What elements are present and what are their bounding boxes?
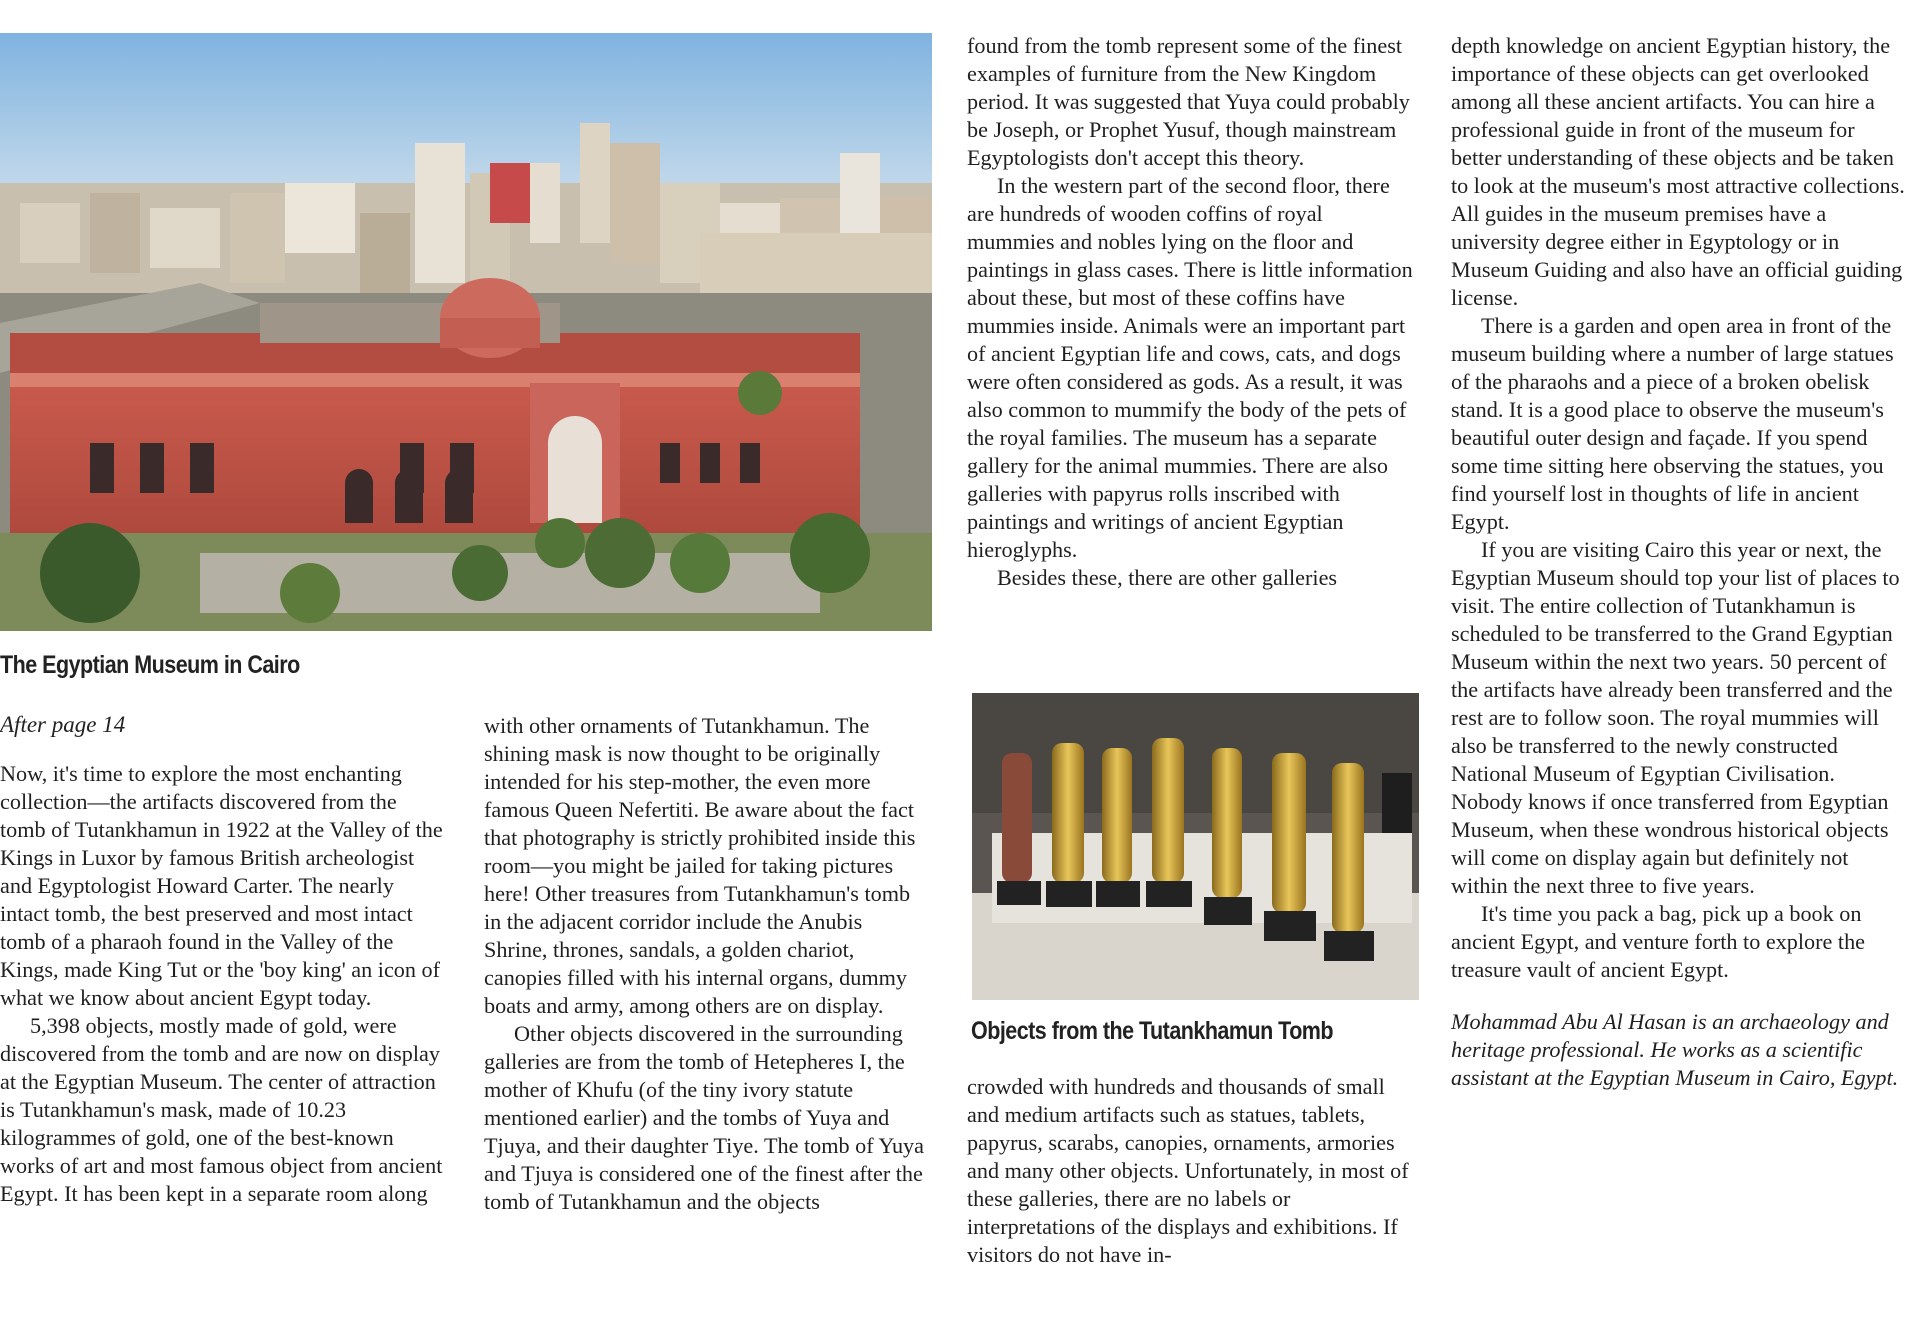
tutankhamun-objects-photo bbox=[972, 693, 1419, 1000]
museum-photo bbox=[0, 33, 932, 631]
paragraph: found from the tomb represent some of the finest examples of furniture from the New Kingdom period. It was suggested that Yuya could probably be Joseph, or Prophet Yusuf, though mainstream Egyptologists don't accept this theory. bbox=[967, 33, 1410, 170]
paragraph: In the western part of the second floor, there are hundreds of wooden coffins of royal mummies and nobles lying on the floor and paintings in glass cases. There is little information about these, but most of these coffins have mummies inside. Animals were an important part of ancient Egyptian life and cows, cats, and dogs were often considered as gods. As a result, it was also common to mummify the body of the pets of the royal families. The museum has a separate gallery for the animal mummies. There are also galleries with papyrus rolls inscribed with paintings and writings of ancient Egyptian hieroglyphs. bbox=[967, 173, 1413, 562]
article-column-3-bottom bbox=[967, 1073, 1415, 1269]
paragraph: Besides these, there are other galleries bbox=[997, 565, 1338, 590]
article-column-3-top bbox=[967, 32, 1415, 592]
paragraph: It's time you pack a bag, pick up a book on ancient Egypt, and venture forth to explore the treasure vault of ancient Egypt. bbox=[1451, 901, 1866, 982]
paragraph: depth knowledge on ancient Egyptian history, the importance of these objects can get overlooked among all these ancient artifacts. You can hire a professional guide in front of the museum for better understanding of these objects and be taken to look at the museum's most attractive collections. All guides in the museum premises have a university degree either in Egyptology or in Museum Guiding and also have an official guiding license. bbox=[1451, 33, 1905, 310]
paragraph: 5,398 objects, mostly made of gold, were discovered from the tomb and are now on display at the Egyptian Museum. The center of attraction is Tutankhamun's mask, made of 10.23 kilogrammes of gold, one of the best-known works of art and most famous object from ancient Egypt. It has been kept in a separate room along bbox=[0, 1013, 443, 1206]
paragraph: crowded with hundreds and thousands of small and medium artifacts such as statues, tablets, papyrus, scarabs, canopies, ornaments, armories and many other objects. Unfortunately, in most of these galleries, there are no labels or interpretations of the displays and exhibitions. If visitors do not have in- bbox=[967, 1074, 1409, 1267]
article-column-2 bbox=[484, 712, 930, 1216]
continued-from-label: After page 14 bbox=[0, 712, 126, 737]
paragraph: There is a garden and open area in front of the museum building where a number of large statues of the pharaohs and a piece of a broken obelisk stand. It is a good place to observe the museum's beautiful outer design and façade. If you spend some time sitting here observing the statues, you find yourself lost in thoughts of life in ancient Egypt. bbox=[1451, 313, 1894, 534]
tutankhamun-photo-caption: Objects from the Tutankhamun Tomb bbox=[971, 1017, 1334, 1045]
paragraph: Other objects discovered in the surrounding galleries are from the tomb of Hetepheres I, the mother of Khufu (of the tiny ivory statute mentioned earlier) and the tombs of Yuya and Tjuya, and their daughter Tiye. The tomb of Yuya and Tjuya is considered one of the finest after the tomb of Tutankhamun and the objects bbox=[484, 1021, 924, 1214]
article-column-1 bbox=[0, 760, 446, 1208]
paragraph: Now, it's time to explore the most enchanting collection—the artifacts discovered from the tomb of Tutankhamun in 1922 at the Valley of the Kings in Luxor by famous British archeologist and Egyptologist Howard Carter. The nearly intact tomb, the best preserved and most intact tomb of a pharaoh found in the Valley of the Kings, made King Tut or the 'boy king' an icon of what we know about ancient Egypt today. bbox=[0, 761, 443, 1010]
museum-photo-caption: The Egyptian Museum in Cairo bbox=[0, 651, 300, 679]
article-column-4 bbox=[1451, 32, 1906, 1092]
paragraph: with other ornaments of Tutankhamun. The shining mask is now thought to be originally intended for his step-mother, the even more famous Queen Nefertiti. Be aware about the fact that photography is strictly prohibited inside this room—you might be jailed for taking pictures here! Other treasures from Tutankhamun's tomb in the adjacent corridor include the Anubis Shrine, thrones, sandals, a golden chariot, canopies filled with his internal organs, dummy boats and army, among others are on display. bbox=[484, 713, 916, 1018]
author-bio: Mohammad Abu Al Hasan is an archaeology and heritage professional. He works as a scientific assistant at the Egyptian Museum in Cairo, Egypt. bbox=[1451, 1009, 1899, 1090]
paragraph: If you are visiting Cairo this year or next, the Egyptian Museum should top your list of places to visit. The entire collection of Tutankhamun is scheduled to be transferred to the Grand Egyptian Museum within the next two years. 50 percent of the artifacts have already been transferred and the rest are to follow soon. The royal mummies will also be transferred to the newly constructed National Museum of Egyptian Civilisation. Nobody knows if once transferred from Egyptian Museum, when these wondrous historical objects will come on display again but definitely not within the next three to five years. bbox=[1451, 537, 1900, 898]
